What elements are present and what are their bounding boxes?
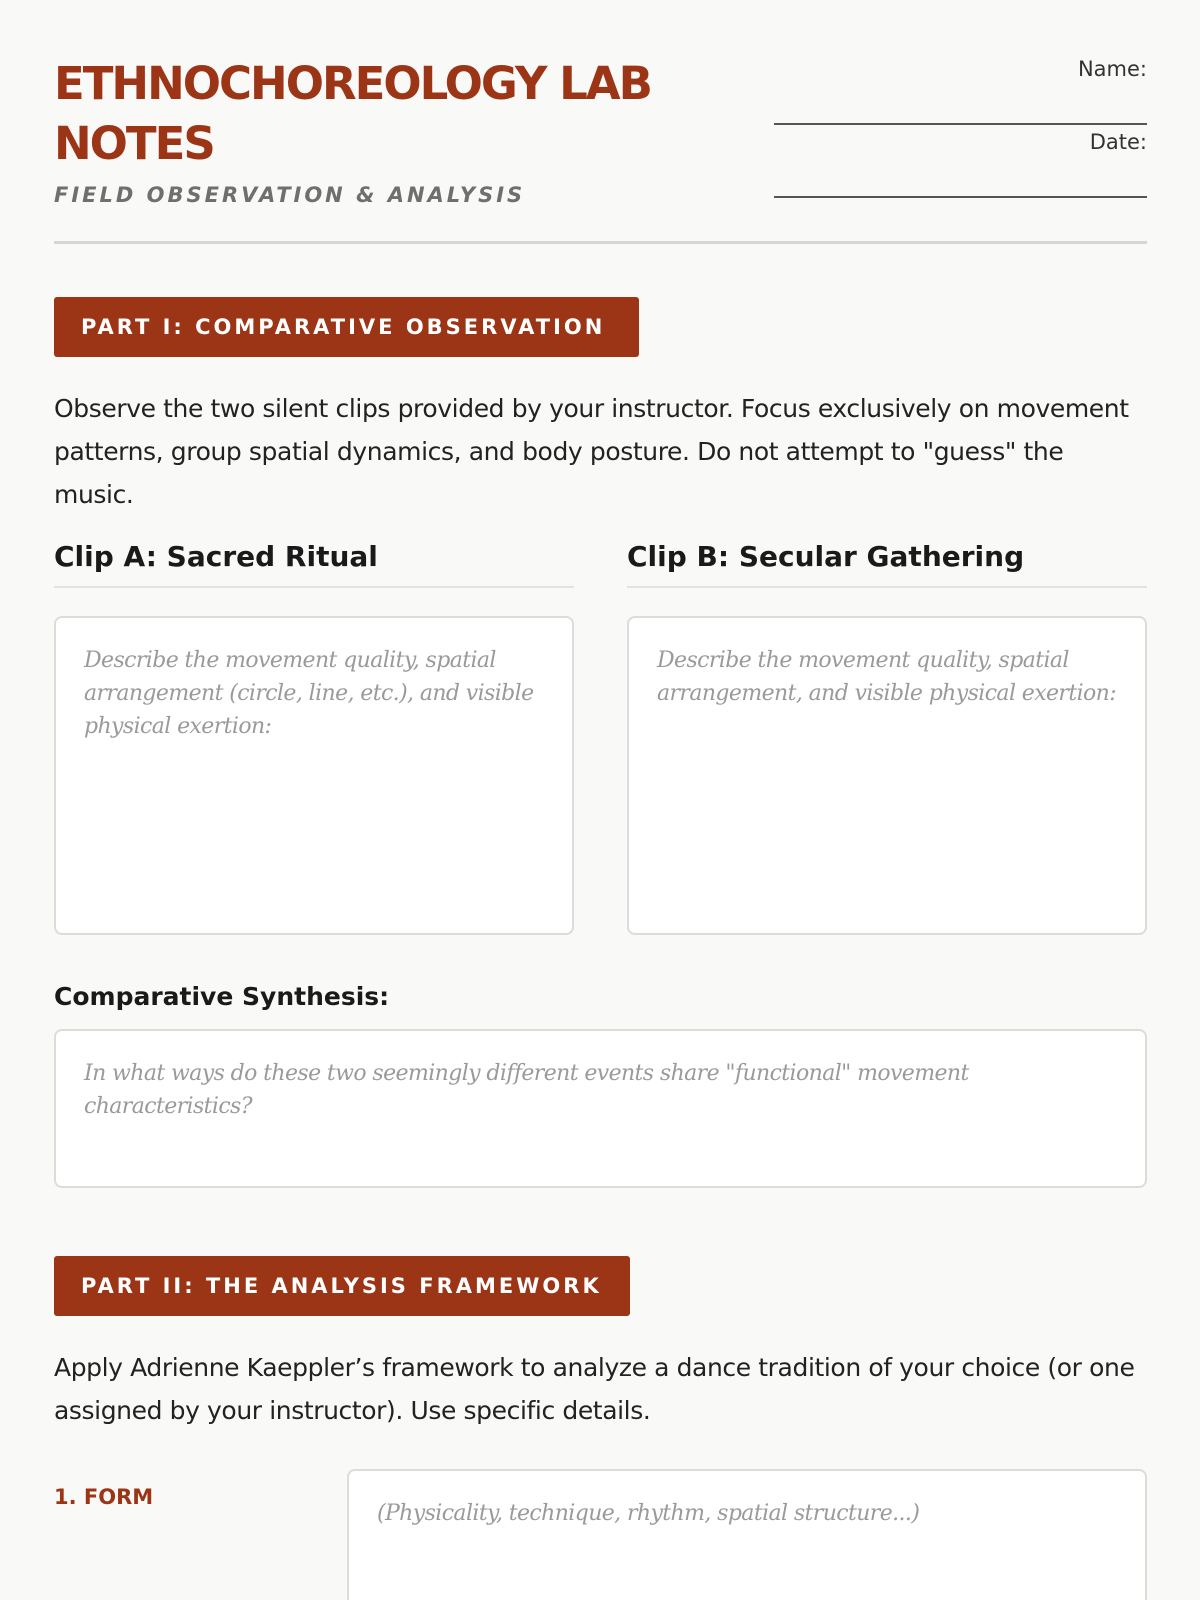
form-response-box[interactable] <box>347 1469 1147 1600</box>
clip-b-heading: Clip B: Secular Gathering <box>627 540 1147 588</box>
clip-a-heading: Clip A: Sacred Ritual <box>54 540 574 588</box>
part-1-instructions: Observe the two silent clips provided by your instructor. Focus exclusively on movement patterns, group spatial dynamics, and body posture. Do not attempt to "guess" the music. <box>54 394 1129 509</box>
page-subtitle: FIELD OBSERVATION & ANALYSIS <box>54 183 526 207</box>
name-label: Name: <box>1077 57 1147 81</box>
part-1-heading: PART I: COMPARATIVE OBSERVATION <box>54 297 639 357</box>
date-label: Date: <box>1089 130 1147 154</box>
part-2-heading: PART II: THE ANALYSIS FRAMEWORK <box>54 1256 630 1316</box>
synthesis-placeholder: In what ways do these two seemingly different events share "functional" movement characteristics? <box>84 1061 969 1119</box>
clip-b-placeholder: Describe the movement quality, spatial arrangement, and visible physical exertion: <box>657 648 1117 706</box>
form-placeholder: (Physicality, technique, rhythm, spatial structure...) <box>377 1501 920 1526</box>
worksheet-header <box>54 0 1147 244</box>
page-title: ETHNOCHOREOLOGY LAB NOTES <box>54 57 651 170</box>
clip-a-response-box[interactable] <box>54 616 574 935</box>
form-label: 1. FORM <box>54 1485 154 1509</box>
clip-a-placeholder: Describe the movement quality, spatial arrangement (circle, line, etc.), and visible physical exertion: <box>84 648 534 739</box>
synthesis-label: Comparative Synthesis: <box>54 982 390 1011</box>
synthesis-response-box[interactable] <box>54 1029 1147 1188</box>
lab-notes-worksheet <box>54 0 1147 1600</box>
part-2-instructions: Apply Adrienne Kaeppler’s framework to analyze a dance tradition of your choice (or one assigned by your instructor). Use specific details. <box>54 1353 1135 1425</box>
clip-b-response-box[interactable] <box>627 616 1147 935</box>
date-field[interactable] <box>774 125 1147 198</box>
student-info-block <box>774 52 1147 198</box>
name-field[interactable] <box>774 52 1147 125</box>
